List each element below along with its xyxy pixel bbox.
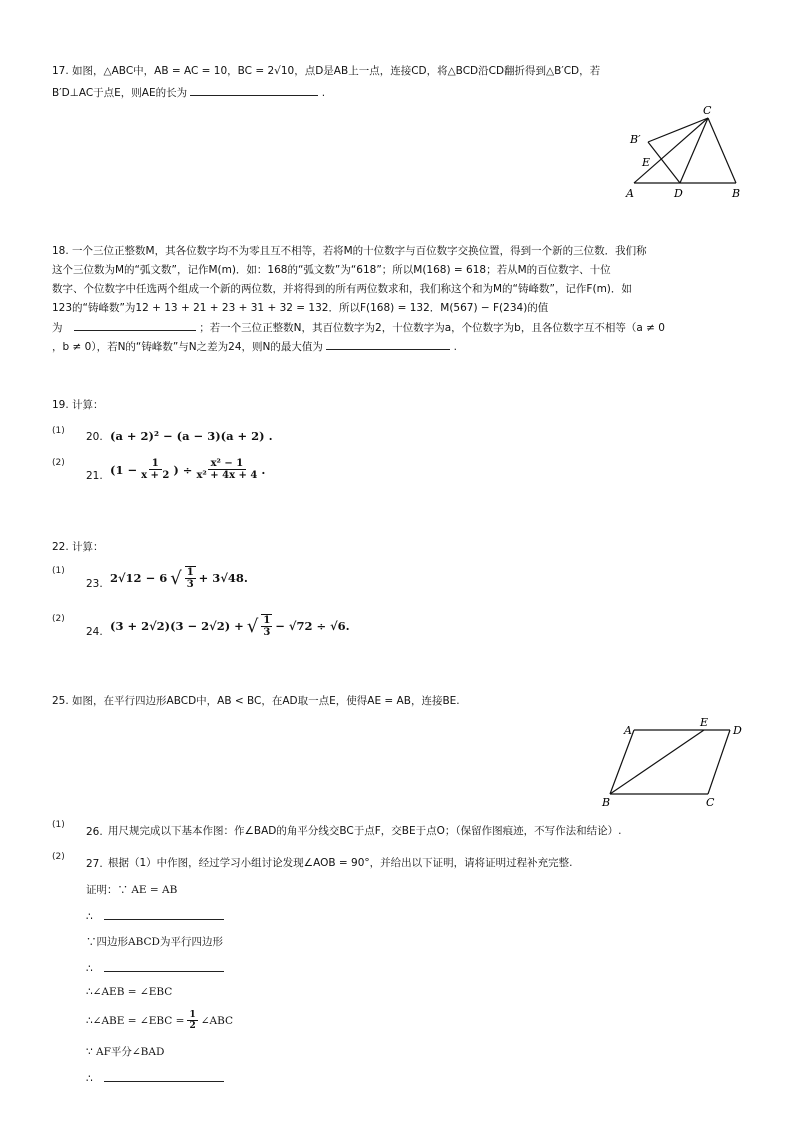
q24-expression: (3 + 2√2)(3 − 2√2) + √ 1 3 − √72 ÷ √6. [110,615,350,638]
proof-blank-3[interactable] [104,1070,224,1082]
label-b: B [602,796,611,809]
q17-line2: B′D⊥AC于点E，则AE的长为 . [52,84,325,101]
q20-expression: (a + 2)² − (a − 3)(a + 2) . [110,429,273,443]
proof-line-1: 证明：∵ AE = AB [86,884,178,896]
label-d: D [733,724,742,737]
proof-line-7: ∵ AF平分∠BAD [86,1046,165,1058]
q23-expression: 2√12 − 6 √ 1 3 + 3√48. [110,567,248,590]
q17-triangle-figure [620,100,750,200]
q23-number: 23. [86,578,103,590]
proof-line-5: ∴∠AEB = ∠EBC [86,986,173,998]
segment-dc [708,730,730,794]
q18-answer-blank-2[interactable] [326,338,450,350]
q19-part2-marker: (2) [52,458,65,468]
q27-number: 27. [86,858,103,870]
q19-part1-marker: (1) [52,426,65,436]
q21-number: 21. [86,470,103,482]
proof-line-8: ∴ [86,1070,224,1085]
label-e: E [700,716,709,729]
q21-expression: (1 − $\frac{1}{x + 2}$ ) ÷ $\frac{\text{x² − 1}}{\text{x² + 4x + 4}}$ . [110,458,266,481]
q17-answer-blank[interactable] [190,84,318,96]
q26-number: 26. [86,826,103,838]
segment-be [610,730,704,794]
q25-parallelogram-figure [596,712,756,812]
segment-ac [634,118,708,183]
label-a: A [626,187,634,200]
label-b-prime: B′ [630,133,641,146]
q18-line3: 数字、个位数字中任选两个组成一个新的两位数，并将得到的所有两位数求和，我们称这个和为M的“铸峰数”，记作F(m)．如 [52,283,632,295]
q18-line4: 123的“铸峰数”为12 + 13 + 21 + 23 + 31 + 32 = 132．所以F(168) = 132．M(567) − F(234)的值 [52,302,549,314]
segment-ab [610,730,634,794]
proof-blank-2[interactable] [104,960,224,972]
label-b: B [732,187,741,200]
label-a: A [624,724,632,737]
proof-line-6: ∴∠ABE = ∠EBC = $\frac{1}{2}$ ∠ABC [86,1010,234,1031]
proof-line-2: ∴ [86,908,224,923]
label-c: C [703,104,712,117]
label-e: E [642,156,651,169]
label-c: C [706,796,715,809]
q27-text: 根据（1）中作图，经过学习小组讨论发现∠AOB = 90°，并给出以下证明，请将证明过程补充完整. [108,857,573,869]
segment-b-prime-d [648,142,680,183]
q26-text: 用尺规完成以下基本作图：作∠BAD的角平分线交BC于点F，交BE于点O；（保留作图痕迹，不写作法和结论）. [108,825,622,837]
q22-part1-marker: (1) [52,566,65,576]
q22-title: 22. 计算： [52,541,104,553]
q25-part2-marker: (2) [52,852,65,862]
q18-line6: ，b ≠ 0），若N的“铸峰数”与N之差为24，则N的最大值为 . [52,338,457,355]
q25-part1-marker: (1) [52,820,65,830]
q24-number: 24. [86,626,103,638]
q25-line1: 25. 如图，在平行四边形ABCD中，AB < BC，在AD取一点E，使得AE = AB，连接BE. [52,695,460,707]
q18-answer-blank-1[interactable] [74,319,196,331]
proof-line-4: ∴ [86,960,224,975]
q18-line1: 18. 一个三位正整数M，其各位数字均不为零且互不相等，若将M的十位数字与百位数字交换位置，得到一个新的三位数．我们称 [52,245,647,257]
q22-part2-marker: (2) [52,614,65,624]
q18-line2: 这个三位数为M的“弧文数”，记作M(m)．如：168的“弧文数”为“618”；所以M(168) = 618；若从M的百位数字、十位 [52,264,611,276]
q18-line5: 为 ；若一个三位正整数N，其百位数字为2，十位数字为a，个位数字为b，且各位数字互不相等（a ≠ 0 [52,319,665,336]
segment-cb [708,118,736,183]
proof-line-3: ∵四边形ABCD为平行四边形 [86,936,223,948]
proof-blank-1[interactable] [104,908,224,920]
q19-title: 19. 计算： [52,399,104,411]
q20-number: 20. [86,431,103,443]
label-d: D [674,187,683,200]
q17-line1: 17. 如图，△ABC中，AB = AC = 10，BC = 2√10，点D是AB上一点，连接CD，将△BCD沿CD翻折得到△B′CD，若 [52,65,601,77]
